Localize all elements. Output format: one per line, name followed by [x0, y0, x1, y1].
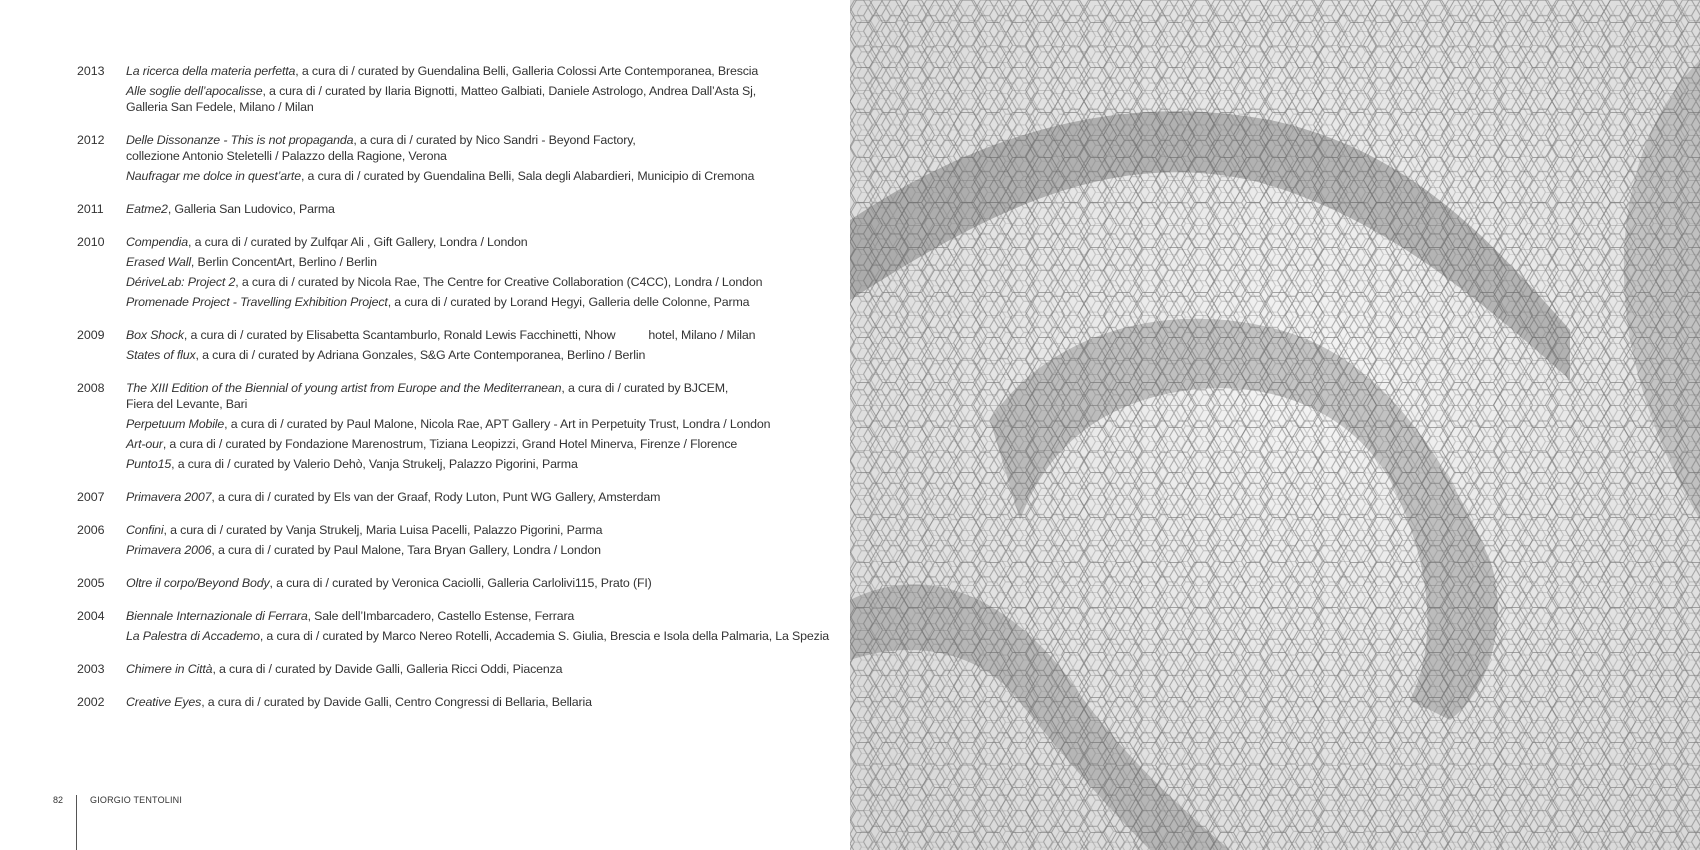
exhibition-title: Alle soglie dell’apocalisse	[126, 84, 263, 98]
exhibition-items	[126, 575, 777, 595]
exhibition-year: 2003	[77, 662, 105, 676]
exhibition-title: La ricerca della materia perfetta	[126, 64, 296, 78]
exhibition-year: 2013	[77, 64, 105, 78]
exhibition-details: , a cura di / curated by Els van der Graaf, Rody Luton, Punt WG Gallery, Amsterdam	[211, 490, 661, 504]
exhibition-year: 2004	[77, 609, 105, 623]
exhibition-title: Perpetuum Mobile	[126, 417, 225, 431]
exhibition-details: , a cura di / curated by Ilaria Bignotti, Matteo Galbiati, Daniele Astrologo, Andrea Dall’Asta Sj,	[262, 84, 757, 98]
exhibition-title: Delle Dissonanze - This is not propaganda	[126, 133, 354, 147]
exhibition-entry	[126, 542, 777, 558]
exhibition-entry	[126, 489, 777, 505]
exhibition-details: , a cura di / curated by Nico Sandri - Beyond Factory,	[353, 133, 636, 147]
exhibition-items	[126, 694, 777, 714]
exhibition-entry	[126, 132, 777, 164]
exhibition-entry	[126, 63, 777, 79]
exhibition-details: , a cura di / curated by Fondazione Marenostrum, Tiziana Leopizzi, Grand Hotel Minerva, Firenze / Florence	[162, 437, 738, 451]
exhibition-items	[126, 234, 777, 314]
exhibition-details: , a cura di / curated by Adriana Gonzales, S&G Arte Contemporanea, Berlino / Berlin	[195, 348, 646, 362]
exhibition-list	[77, 63, 830, 727]
footer-divider	[76, 795, 77, 850]
exhibition-items	[126, 380, 777, 476]
exhibition-entry	[126, 83, 777, 115]
exhibition-details: , Galleria San Ludovico, Parma	[167, 202, 335, 216]
year-group	[77, 661, 777, 681]
exhibition-details-continued: collezione Antonio Steletelli / Palazzo della Ragione, Verona	[126, 149, 447, 163]
exhibition-entry	[126, 254, 777, 270]
exhibition-entry	[126, 327, 777, 343]
exhibition-entry	[126, 694, 777, 710]
exhibition-entry	[126, 608, 829, 624]
year-group	[77, 380, 777, 476]
year-group	[77, 327, 777, 367]
exhibition-details: , a cura di / curated by Elisabetta Scantamburlo, Ronald Lewis Facchinetti, Nhow hotel, Milano / Milan	[183, 328, 756, 342]
exhibition-title: Confini	[126, 523, 164, 537]
exhibition-items	[126, 63, 777, 119]
exhibition-details: , Sale dell’Imbarcadero, Castello Estense, Ferrara	[307, 609, 575, 623]
year-group	[77, 575, 777, 595]
exhibition-items	[126, 132, 777, 188]
year-group	[77, 489, 777, 509]
exhibition-year: 2005	[77, 576, 105, 590]
exhibition-details: , a cura di / curated by Guendalina Belli, Sala degli Alabardieri, Municipio di Cremona	[300, 169, 755, 183]
exhibition-entry	[126, 294, 777, 310]
exhibition-title: Eatme2	[126, 202, 168, 216]
page-number: 82	[53, 795, 64, 805]
exhibition-items	[126, 661, 777, 681]
exhibition-title: Primavera 2006	[126, 543, 212, 557]
exhibition-entry	[126, 522, 777, 538]
exhibition-year: 2002	[77, 695, 105, 709]
year-group	[77, 132, 777, 188]
exhibition-entry	[126, 274, 777, 290]
exhibition-entry	[126, 234, 777, 250]
artwork-photo-page	[850, 0, 1700, 850]
exhibition-year: 2009	[77, 328, 105, 342]
exhibition-items	[126, 489, 777, 509]
exhibition-details: , a cura di / curated by Davide Galli, Centro Congressi di Bellaria, Bellaria	[201, 695, 592, 709]
exhibition-items	[126, 608, 829, 648]
exhibition-details: , a cura di / curated by Paul Malone, Tara Bryan Gallery, Londra / London	[211, 543, 601, 557]
exhibition-details: , a cura di / curated by Veronica Caciolli, Galleria Carlolivi115, Prato (FI)	[269, 576, 652, 590]
exhibition-title: Creative Eyes	[126, 695, 202, 709]
exhibition-title: The XIII Edition of the Biennial of young artist from Europe and the Mediterranean	[126, 381, 562, 395]
exhibition-entry	[126, 168, 777, 184]
exhibition-details: , Berlin ConcentArt, Berlino / Berlin	[190, 255, 377, 269]
exhibition-title: Punto15	[126, 457, 172, 471]
year-group	[77, 234, 777, 314]
author-name: GIORGIO TENTOLINI	[90, 795, 183, 805]
year-group	[77, 63, 777, 119]
exhibition-title: Promenade Project - Travelling Exhibition Project	[126, 295, 388, 309]
exhibition-title: Box Shock	[126, 328, 184, 342]
exhibition-title: States of flux	[126, 348, 196, 362]
exhibition-entry	[126, 347, 777, 363]
exhibition-details: , a cura di / curated by Valerio Dehò, Vanja Strukelj, Palazzo Pigorini, Parma	[171, 457, 578, 471]
exhibition-entry	[126, 416, 777, 432]
exhibition-details: , a cura di / curated by Lorand Hegyi, Galleria delle Colonne, Parma	[387, 295, 750, 309]
exhibition-title: Compendia	[126, 235, 189, 249]
exhibition-items	[126, 327, 777, 367]
exhibition-entry	[126, 201, 777, 217]
exhibition-year: 2008	[77, 381, 105, 395]
exhibition-entry	[126, 380, 777, 412]
year-group	[77, 201, 777, 221]
year-group	[77, 608, 830, 648]
exhibition-details: , a cura di / curated by Zulfqar Ali , Gift Gallery, Londra / London	[188, 235, 528, 249]
exhibition-title: Naufragar me dolce in quest’arte	[126, 169, 301, 183]
mesh-overlay	[857, 5, 1700, 850]
exhibition-title: Chimere in Città	[126, 662, 213, 676]
exhibition-year: 2010	[77, 235, 105, 249]
exhibition-details: , a cura di / curated by Vanja Strukelj, Maria Luisa Pacelli, Palazzo Pigorini, Parma	[163, 523, 603, 537]
exhibition-title: Biennale Internazionale di Ferrara	[126, 609, 308, 623]
exhibition-details: , a cura di / curated by Guendalina Belli, Galleria Colossi Arte Contemporanea, Brescia	[295, 64, 759, 78]
exhibition-entry	[126, 661, 777, 677]
exhibition-details: , a cura di / curated by BJCEM,	[561, 381, 729, 395]
exhibition-details: , a cura di / curated by Nicola Rae, The Centre for Creative Collaboration (C4CC), Londra / London	[235, 275, 763, 289]
year-group	[77, 522, 777, 562]
wire-mesh-artwork-image	[850, 0, 1700, 850]
exhibition-items	[126, 522, 777, 562]
exhibition-title: La Palestra di Accademo	[126, 629, 260, 643]
exhibition-title: Primavera 2007	[126, 490, 212, 504]
exhibition-entry	[126, 575, 777, 591]
exhibition-title: Art-our	[126, 437, 163, 451]
exhibition-entry	[126, 456, 777, 472]
exhibition-details: , a cura di / curated by Davide Galli, Galleria Ricci Oddi, Piacenza	[212, 662, 563, 676]
exhibition-title: DériveLab: Project 2	[126, 275, 236, 289]
exhibition-title: Erased Wall	[126, 255, 191, 269]
exhibition-year: 2007	[77, 490, 105, 504]
exhibition-year: 2006	[77, 523, 105, 537]
exhibition-details-continued: Fiera del Levante, Bari	[126, 397, 248, 411]
exhibition-entry	[126, 628, 829, 644]
exhibition-title: Oltre il corpo/Beyond Body	[126, 576, 270, 590]
exhibition-details: , a cura di / curated by Marco Nereo Rotelli, Accademia S. Giulia, Brescia e Isola della Palmaria, La Spezia	[259, 629, 830, 643]
year-group	[77, 694, 777, 714]
exhibition-items	[126, 201, 777, 221]
exhibition-details: , a cura di / curated by Paul Malone, Nicola Rae, APT Gallery - Art in Perpetuity Trust, Londra / London	[224, 417, 771, 431]
exhibition-entry	[126, 436, 777, 452]
exhibition-year: 2011	[77, 202, 104, 216]
exhibition-year: 2012	[77, 133, 105, 147]
exhibition-details-continued: Galleria San Fedele, Milano / Milan	[126, 100, 314, 114]
